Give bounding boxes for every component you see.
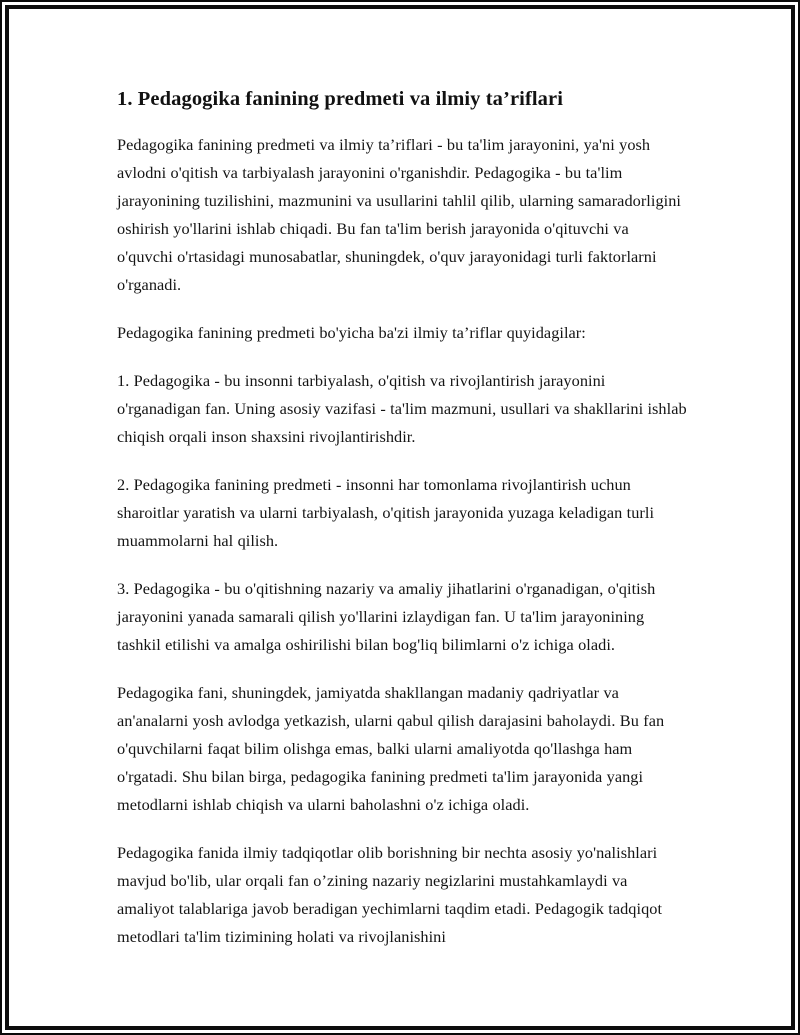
paragraph-definition-3: 3. Pedagogika - bu o'qitishning nazariy va amaliy jihatlarini o'rganadigan, o'qitish jarayonini yanada samarali qilish yo'llarini izlaydigan fan. U ta'lim jarayonining tashkil etilishi va amalga oshirilishi bilan bog'liq bilimlarni o'z ichiga oladi.: [117, 578, 656, 654]
paragraph-intro: Pedagogika fanining predmeti va ilmiy ta’riflari - bu ta'lim jarayonini, ya'ni yosh avlodni o'qitish va tarbiyalash jarayonini o'rganishdir. Pedagogika - bu ta'lim jarayonining tuzilishini, mazmunini va usullarini tahlil qilib, ularning samaradorligini oshirish yo'llarini ishlab chiqadi. Bu fan ta'lim berish jarayonida o'qituvchi va o'quvchi o'rtasidagi munosabatlar, shuningdek, o'quv jarayonidagi turli faktorlarni o'rganadi.: [117, 134, 681, 294]
paragraph-definitions-lead-in: Pedagogika fanining predmeti bo'yicha ba'zi ilmiy ta’riflar quyidagilar:: [117, 322, 586, 342]
paragraph-definition-2: 2. Pedagogika fanining predmeti - insonni har tomonlama rivojlantirish uchun sharoitlar yaratish va ularni tarbiyalash, o'qitish jarayonida yuzaga keladigan turli muammolarni hal qilish.: [117, 474, 655, 550]
paragraph-cultural-values: Pedagogika fani, shuningdek, jamiyatda shakllangan madaniy qadriyatlar va an'analarni yosh avlodga yetkazish, ularni qabul qilish darajasini baholaydi. Bu fan o'quvchilarni faqat bilim olishga emas, balki ularni amaliyotda qo'llashga ham o'rgatadi. Shu bilan birga, pedagogika fanining predmeti ta'lim jarayonida yangi metodlarni ishlab chiqish va ularni baholashni o'z ichiga oladi.: [117, 682, 665, 814]
paragraph-definition-1: 1. Pedagogika - bu insonni tarbiyalash, o'qitish va rivojlantirish jarayonini o'rganadigan fan. Uning asosiy vazifasi - ta'lim mazmuni, usullari va shakllarini ishlab chiqish orqali inson shaxsini rivojlantirishdir.: [117, 370, 687, 446]
page-title: 1. Pedagogika fanining predmeti va ilmiy ta’riflari: [117, 88, 564, 110]
document-body: [117, 87, 687, 951]
page-sheet: [9, 9, 791, 1026]
paragraph-research-directions: Pedagogika fanida ilmiy tadqiqotlar olib borishning bir nechta asosiy yo'nalishlari mavjud bo'lib, ular orqali fan o’zining nazariy negizlarini mustahkamlaydi va amaliyot talablariga javob beradigan yechimlarni taqdim etadi. Pedagogik tadqiqot metodlari ta'lim tizimining holati va rivojlanishini: [117, 842, 663, 946]
